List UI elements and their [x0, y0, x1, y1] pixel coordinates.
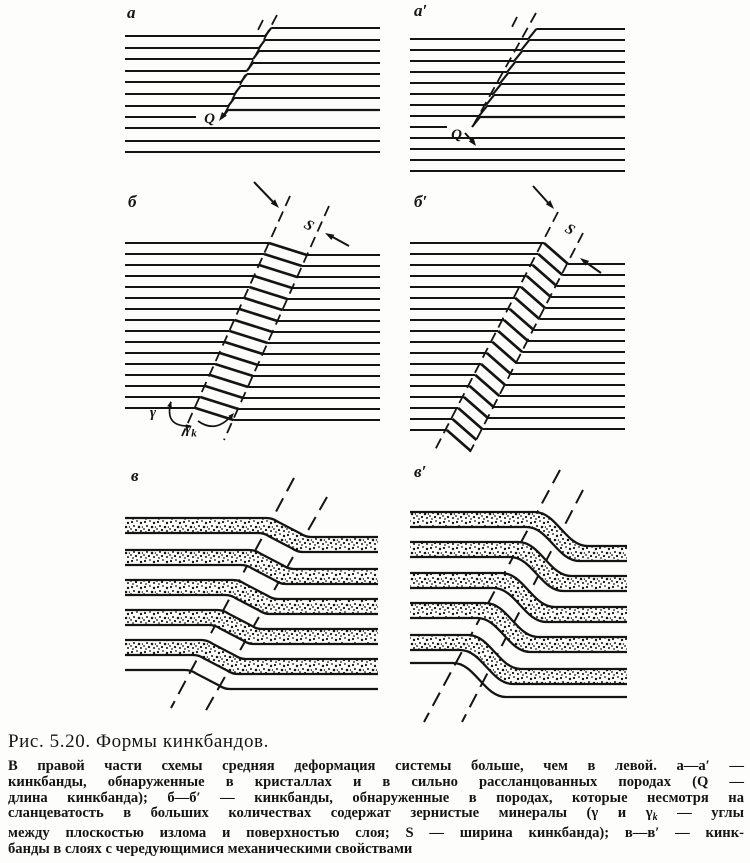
q-length-label-a-prime: Q: [451, 127, 462, 143]
panel-a-prime-label: а′: [414, 1, 428, 20]
caption-line: сланцеватость в больших количествах содержат зернистые минералы (γ и $\gamma_k$ — углы: [8, 805, 744, 824]
panel-b-prime-label: б′: [414, 192, 428, 211]
gamma-angle-label: γ: [149, 405, 157, 421]
panel-b-prime-drawing: [410, 186, 625, 452]
caption-body: [8, 759, 744, 858]
panel-a-prime-drawing: [410, 13, 625, 171]
caption-line: банды в слоях с чередующимися механическими свойствами: [8, 840, 413, 857]
panel-a-drawing: [125, 15, 380, 152]
caption-line: между плоскостью излома и поверхностью слоя; S — ширина кинкбанда); в—в′ — кинк-: [8, 825, 744, 842]
q-length-label-a: Q: [204, 111, 215, 127]
caption-line: длина кинкбанда); б—б′ — кинкбанды, обнаруженные в породах, которые несмотря на: [8, 789, 744, 806]
gamma-k-angle-label: $\gamma_k$: [185, 421, 197, 440]
panel-v-prime-label: в′: [414, 462, 427, 481]
panel-b-label: б: [128, 192, 137, 211]
panel-a-label: а: [127, 3, 136, 22]
panel-v-label: в: [131, 466, 139, 485]
caption-title: Рис. 5.20. Формы кинкбандов.: [8, 731, 269, 752]
panel-b-drawing: [125, 182, 380, 440]
figure-caption: [8, 731, 744, 858]
panel-v-drawing: [125, 478, 378, 712]
s-width-label-b: S: [300, 216, 317, 235]
caption-line: В правой части схемы средняя деформация системы больше, чем в левой. а—а′ —: [8, 758, 744, 774]
caption-line: кинкбанды, обнаруженные в кристаллах и в сильно рассланцованных породах (Q —: [8, 773, 744, 790]
panel-v-prime-drawing: [410, 470, 627, 722]
s-width-label-b-prime: S: [561, 220, 578, 239]
